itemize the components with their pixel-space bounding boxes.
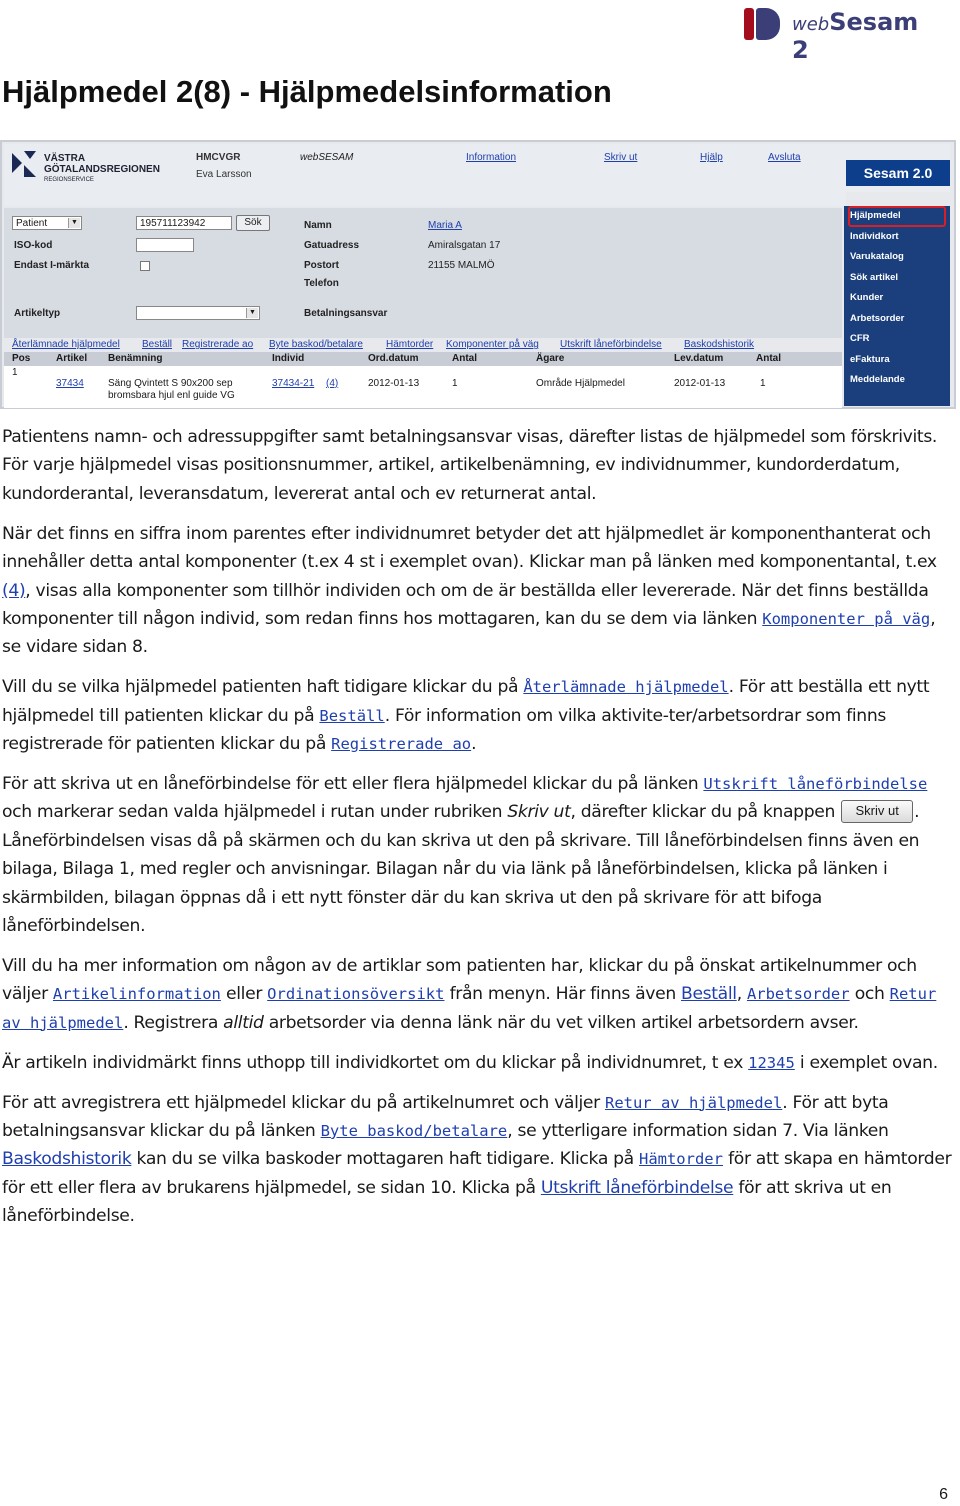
cell-description-1: Säng Qvintett S 90x200 sep <box>108 378 233 389</box>
iso-code-input[interactable] <box>136 238 194 252</box>
link-order[interactable]: Beställ <box>142 339 173 350</box>
text: , visas alla komponenter som tillhör individen och om de är beställda eller levererade. När det finns beställda komponenter till någon individ, som redan finns hos mottagaren, kan du se dem via länken <box>2 580 929 629</box>
menu-kunder[interactable]: Kunder <box>850 292 884 303</box>
cell-qty2: 1 <box>760 378 766 389</box>
menu-sok-artikel[interactable]: Sök artikel <box>850 271 899 283</box>
work-order-link[interactable]: Arbetsorder <box>746 985 850 1004</box>
text: kan du se vilka baskoder mottagaren haft tidigare. Klicka på <box>131 1149 639 1170</box>
nav-exit[interactable]: Avsluta <box>768 152 801 163</box>
paragraph-article-info <box>2 952 952 1037</box>
col-qty2: Antal <box>756 353 781 364</box>
text: För att skriva ut en låneförbindelse för ett eller flera hjälpmedel klickar du på länken <box>2 773 704 794</box>
cell-description-2: bromsbara hjul enl guide VG <box>108 390 235 401</box>
action-links <box>4 338 842 352</box>
change-basecode-link[interactable]: Byte baskod/betalare <box>320 1121 508 1140</box>
logo-wordmark: webSesam 2 <box>792 8 919 64</box>
city-value: 21155 MALMÖ <box>428 260 495 271</box>
print-loan-link[interactable]: Utskrift låneförbindelse <box>540 1177 734 1198</box>
text: och <box>849 984 890 1005</box>
article-info-link[interactable]: Artikelinformation <box>52 985 221 1004</box>
chevron-down-icon: ▼ <box>68 218 80 228</box>
text: , se ytterligare information sidan 7. Via länken <box>507 1120 889 1141</box>
emphasis: alltid <box>223 1012 264 1033</box>
text: i exemplet ovan. <box>794 1052 938 1073</box>
vgr-wordmark: VÄSTRA GÖTALANDSREGIONEN REGIONSERVICE <box>44 153 160 183</box>
menu-efaktura[interactable]: eFaktura <box>850 353 890 365</box>
body-text <box>2 423 952 1242</box>
text: . Låneförbindelsen visas då på skärmen och du kan skriva ut den på skrivare. Till låneförbindelsen finns även en bilaga, Bilaga 1, med regler och anvisningar. Bilagan når du via länk på låneförbindelsen, klicka på länken i skärmbilden, bilagan öppnas då i ett nytt fönster där du kan skriva ut den på skrivare för att bifoga låneförbindelsen. <box>2 802 920 936</box>
logo-mark-red <box>744 8 754 40</box>
search-button[interactable]: Sök <box>236 215 270 231</box>
emphasis: Skriv ut <box>507 802 571 823</box>
label-payment-responsibility: Betalningsansvar <box>304 308 388 319</box>
label-street: Gatuadress <box>304 240 360 251</box>
label-only-imarked: Endast I-märkta <box>14 260 90 271</box>
label-city: Postort <box>304 260 339 271</box>
text: för att skapa en hämtorder för ett eller flera av brukarens hjälpmedel, se sidan 10. Klicka på <box>2 1149 952 1198</box>
print-loan-link[interactable]: Utskrift låneförbindelse <box>703 774 928 793</box>
paragraph-overview: Patientens namn- och adressuppgifter samt betalningsansvar visas, därefter listas de hjälpmedel som förskrivits. För varje hjälpmedel visas positionsnummer, artikel, artikelbenämning, ev individnummer, kundorderdatum, kundorderantal, leveransdatum, levererat antal och ev returnerat antal. <box>2 427 938 504</box>
table-row <box>4 366 842 408</box>
label-article-type: Artikeltyp <box>14 308 61 319</box>
menu-individkort[interactable]: Individkort <box>850 230 899 242</box>
cell-order-date: 2012-01-13 <box>368 378 420 389</box>
link-components-on-way[interactable]: Komponenter på väg <box>446 339 539 350</box>
nav-print[interactable]: Skriv ut <box>604 152 638 163</box>
registered-ao-link[interactable]: Registrerade ao <box>331 735 472 754</box>
text: och markerar sedan valda hjälpmedel i rutan under rubriken <box>2 802 508 823</box>
menu-varukatalog[interactable]: Varukatalog <box>850 251 904 262</box>
page-title: Hjälpmedel 2(8) - Hjälpmedelsinformation <box>2 74 612 109</box>
patient-id-input[interactable]: 195711123942 <box>136 216 232 230</box>
text: För att avregistrera ett hjälpmedel klickar du på artikelnumret och väljer <box>2 1092 605 1113</box>
paragraph-deregister <box>2 1089 952 1231</box>
cell-qty: 1 <box>452 378 458 389</box>
link-change-basecode[interactable]: Byte baskod/betalare <box>269 339 363 350</box>
order-link[interactable]: Beställ <box>681 984 737 1005</box>
menu-cfr[interactable]: CFR <box>850 333 870 344</box>
text: Vill du se vilka hjälpmedel patienten haft tidigare klickar du på <box>2 677 524 698</box>
paragraph-loan-print <box>2 770 952 940</box>
patient-name-link[interactable]: Maria A <box>428 220 462 231</box>
paragraph-history-order <box>2 673 952 758</box>
chevron-down-icon: ▼ <box>246 308 258 318</box>
patient-panel <box>4 208 842 338</box>
label-name: Namn <box>304 220 332 231</box>
col-owner: Ägare <box>536 353 565 364</box>
sesam-header-box <box>846 144 950 192</box>
components-count-link[interactable]: (4) <box>2 580 26 601</box>
basecode-history-link[interactable]: Baskodshistorik <box>2 1149 132 1170</box>
street-value: Amiralsgatan 17 <box>428 240 501 251</box>
paragraph-components <box>2 520 952 662</box>
col-description: Benämning <box>108 353 163 364</box>
menu-arbetsorder[interactable]: Arbetsorder <box>850 312 905 324</box>
patient-type-select[interactable]: Patient ▼ <box>12 216 82 230</box>
article-type-select[interactable] <box>136 306 260 320</box>
vgr-emblem-icon <box>10 149 38 179</box>
app-header <box>4 144 846 206</box>
cell-delivery-date: 2012-01-13 <box>674 378 726 389</box>
cell-components-link[interactable]: (4) <box>326 378 339 389</box>
return-aid-link[interactable]: Retur av hjälpmedel <box>2 985 937 1032</box>
link-pickup-order[interactable]: Hämtorder <box>386 339 434 350</box>
text: från menyn. Här finns även <box>444 984 681 1005</box>
cell-individ-link[interactable]: 37434-21 <box>272 378 315 389</box>
col-individ: Individ <box>272 353 305 364</box>
prescription-overview-link[interactable]: Ordinationsöversikt <box>267 985 445 1004</box>
sesam-badge: Sesam 2.0 <box>846 160 950 186</box>
link-registered-ao[interactable]: Registrerade ao <box>182 339 254 350</box>
text: , se vidare sidan 8. <box>2 608 936 658</box>
individ-number-link[interactable]: 12345 <box>748 1053 795 1072</box>
websesam-logo <box>744 4 920 64</box>
link-print-loan[interactable]: Utskrift låneförbindelse <box>560 339 662 350</box>
text: . För att beställa ett nytt hjälpmedel till patienten klickar du på <box>2 677 930 726</box>
page-number: 6 <box>939 1486 948 1503</box>
print-button[interactable]: Skriv ut <box>841 800 913 823</box>
text: När det finns en siffra inom parentes efter individnumret betyder det att hjälpmedlet är komponenthanterat och innehåller detta antal komponenter (t.ex 4 st i exemplet ovan). Klickar man på länken med komponentantal, t.ex <box>2 523 937 573</box>
only-imarked-checkbox[interactable] <box>140 261 150 271</box>
grid-header <box>4 352 842 366</box>
user-name: Eva Larsson <box>196 169 252 180</box>
cell-pos: 1 <box>12 367 18 378</box>
menu-hjalpmedel[interactable]: Hjälpmedel <box>848 206 946 227</box>
vgr-logo <box>10 149 180 187</box>
side-menu <box>844 206 950 406</box>
link-returned-aids[interactable]: Återlämnade hjälpmedel <box>12 339 120 350</box>
col-qty: Antal <box>452 353 477 364</box>
cell-article-link[interactable]: 37434 <box>56 378 84 389</box>
text: . För information om vilka aktivite-ter/arbetsordrar som finns registrerade för patienten klickar du på <box>2 705 886 755</box>
text: arbetsorder via denna länk när du vet vilken artikel arbetsordern avser. <box>263 1012 859 1033</box>
returned-aids-link[interactable]: Återlämnade hjälpmedel <box>523 678 729 697</box>
link-basecode-history[interactable]: Baskodshistorik <box>684 339 755 350</box>
text: . Registrera <box>123 1012 224 1033</box>
text: . För att byta betalningsansvar klickar du på länken <box>2 1092 889 1141</box>
text: , därefter klickar du på knappen <box>570 802 841 823</box>
pickup-order-link[interactable]: Hämtorder <box>638 1150 723 1169</box>
unit-code: HMCVGR <box>196 152 241 163</box>
text: för att skriva ut en låneförbindelse. <box>2 1177 892 1227</box>
menu-meddelande[interactable]: Meddelande <box>850 374 905 385</box>
label-iso-code: ISO-kod <box>14 240 53 251</box>
cell-owner: Område Hjälpmedel <box>536 378 625 389</box>
order-link[interactable]: Beställ <box>319 706 385 725</box>
components-on-way-link[interactable]: Komponenter på väg <box>762 609 931 628</box>
text: , <box>736 984 747 1005</box>
col-delivery-date: Lev.datum <box>674 353 724 364</box>
text: Vill du ha mer information om någon av de artiklar som patienten har, klickar du på önskat artikelnummer och väljer <box>2 955 917 1005</box>
col-order-date: Ord.datum <box>368 353 419 364</box>
return-aid-link[interactable]: Retur av hjälpmedel <box>604 1093 783 1112</box>
paragraph-individ-card <box>2 1049 952 1077</box>
nav-help[interactable]: Hjälp <box>700 152 723 163</box>
col-pos: Pos <box>12 353 31 364</box>
text: . <box>471 734 477 755</box>
label-phone: Telefon <box>304 278 339 289</box>
text: Är artikeln individmärkt finns uthopp till individkortet om du klickar på individnumret, t ex <box>2 1052 749 1073</box>
text: eller <box>220 984 268 1005</box>
nav-information[interactable]: Information <box>466 152 517 163</box>
logo-mark-blue <box>756 8 780 40</box>
app-name: webSESAM <box>300 152 354 163</box>
col-article: Artikel <box>56 353 88 364</box>
app-screenshot <box>0 140 956 409</box>
